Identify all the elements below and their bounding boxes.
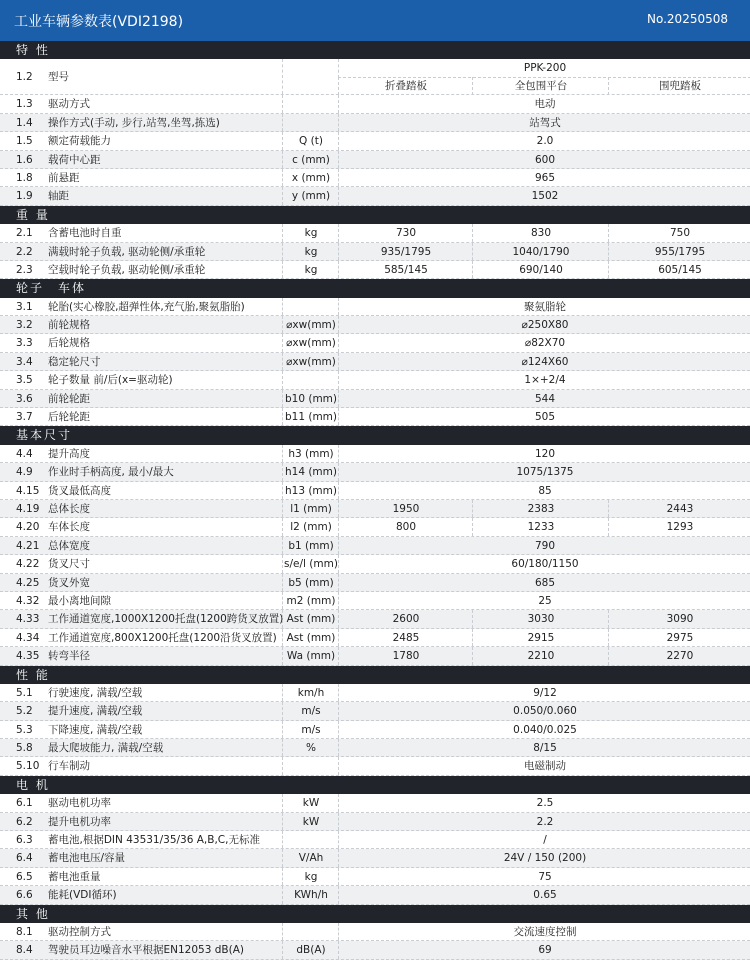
item-number: 3.6	[16, 392, 33, 405]
spec-row	[0, 923, 750, 941]
item-name: 前轮轮距	[48, 392, 90, 405]
spec-row	[0, 169, 750, 187]
item-value: 1×+2/4	[338, 371, 750, 388]
section-header: 其 他	[0, 905, 750, 923]
item-number: 1.9	[16, 190, 33, 203]
item-number: 6.4	[16, 852, 33, 865]
item-number: 4.35	[16, 650, 40, 663]
item-number: 4.4	[16, 447, 33, 460]
item-name: 行驶速度, 满载/空载	[48, 686, 143, 699]
model-variant: 折叠踏板	[338, 77, 473, 95]
item-name: 满载时轮子负载, 驱动轮侧/承重轮	[48, 245, 206, 258]
item-value: 85	[338, 482, 750, 499]
section-header: 电 机	[0, 776, 750, 794]
spec-row	[0, 408, 750, 426]
item-name: 行车制动	[48, 760, 90, 773]
item-unit: kW	[282, 813, 339, 830]
item-unit: kg	[282, 243, 339, 260]
item-unit: Wa (mm)	[282, 647, 339, 664]
item-name: 额定荷载能力	[48, 135, 111, 148]
item-value: 0.65	[338, 886, 750, 903]
spec-row	[0, 721, 750, 739]
spec-row	[0, 261, 750, 279]
spec-row	[0, 187, 750, 205]
document-number: No.20250508	[647, 12, 728, 26]
item-value: /	[338, 831, 750, 848]
item-value: 2270	[608, 647, 750, 664]
item-value: 2443	[608, 500, 750, 517]
item-value: 600	[338, 151, 750, 168]
item-name: 载荷中心距	[48, 153, 101, 166]
item-name: 型号	[48, 71, 69, 84]
item-number: 4.20	[16, 521, 40, 534]
item-name: 提升速度, 满载/空载	[48, 705, 143, 718]
item-name: 前悬距	[48, 171, 80, 184]
spec-row	[0, 555, 750, 573]
item-number: 5.2	[16, 705, 33, 718]
item-unit: km/h	[282, 684, 339, 701]
model-variant: 围兜踏板	[608, 77, 750, 95]
item-value: 800	[338, 518, 473, 535]
item-unit: b1 (mm)	[282, 537, 339, 554]
item-unit: b5 (mm)	[282, 574, 339, 591]
item-unit: m/s	[282, 721, 339, 738]
section-header: 特 性	[0, 41, 750, 59]
spec-row	[0, 243, 750, 261]
item-number: 5.1	[16, 686, 33, 699]
item-value: 965	[338, 169, 750, 186]
item-number: 1.2	[16, 71, 33, 84]
spec-row	[0, 739, 750, 757]
item-name: 总体宽度	[48, 539, 90, 552]
item-value: 0.040/0.025	[338, 721, 750, 738]
section-header: 轮子 车体	[0, 279, 750, 297]
item-value: 9/12	[338, 684, 750, 701]
item-name: 工作通道宽度,1000X1200托盘(1200跨货叉放置)	[48, 613, 284, 626]
item-number: 4.25	[16, 576, 40, 589]
item-value: 25	[338, 592, 750, 609]
item-value: 1502	[338, 187, 750, 204]
item-value: 1780	[338, 647, 473, 664]
spec-row	[0, 114, 750, 132]
item-value: 120	[338, 445, 750, 462]
item-number: 1.5	[16, 135, 33, 148]
item-value: ⌀82X70	[338, 334, 750, 351]
item-number: 6.1	[16, 797, 33, 810]
item-number: 5.8	[16, 742, 33, 755]
item-unit: kg	[282, 224, 339, 241]
item-unit: s/e/l (mm)	[282, 555, 339, 572]
item-unit: kW	[282, 794, 339, 811]
item-unit: kg	[282, 261, 339, 278]
model-row	[0, 59, 750, 95]
item-number: 2.2	[16, 245, 33, 258]
spec-row	[0, 702, 750, 720]
item-unit	[282, 923, 339, 940]
spec-row	[0, 684, 750, 702]
item-value: 750	[608, 224, 750, 241]
item-unit: x (mm)	[282, 169, 339, 186]
item-name: 作业时手柄高度, 最小/最大	[48, 466, 174, 479]
item-unit	[282, 757, 339, 774]
item-unit: b10 (mm)	[282, 390, 339, 407]
spec-row	[0, 592, 750, 610]
item-value: 2.5	[338, 794, 750, 811]
item-unit: m2 (mm)	[282, 592, 339, 609]
spec-row	[0, 831, 750, 849]
item-number: 1.8	[16, 171, 33, 184]
spec-row	[0, 353, 750, 371]
item-value: 505	[338, 408, 750, 425]
item-value: 1040/1790	[472, 243, 609, 260]
item-number: 3.5	[16, 374, 33, 387]
item-value: 2210	[472, 647, 609, 664]
item-value: 3030	[472, 610, 609, 627]
item-name: 总体长度	[48, 502, 90, 515]
item-name: 工作通道宽度,800X1200托盘(1200沿货叉放置)	[48, 631, 277, 644]
item-unit: Ast (mm)	[282, 610, 339, 627]
item-name: 轮子数量 前/后(x=驱动轮)	[48, 374, 173, 387]
item-value: 1075/1375	[338, 463, 750, 480]
title-bar	[0, 0, 750, 41]
item-number: 4.21	[16, 539, 40, 552]
item-unit: ⌀xw(mm)	[282, 316, 339, 333]
spec-row	[0, 610, 750, 628]
spec-row	[0, 151, 750, 169]
spec-row	[0, 445, 750, 463]
spec-row	[0, 574, 750, 592]
item-name: 最小离地间隙	[48, 594, 111, 607]
item-value: 3090	[608, 610, 750, 627]
item-number: 3.1	[16, 300, 33, 313]
item-name: 蓄电池,根据DIN 43531/35/36 A,B,C,无标准	[48, 834, 260, 847]
item-unit: b11 (mm)	[282, 408, 339, 425]
item-value: 1950	[338, 500, 473, 517]
item-value: 790	[338, 537, 750, 554]
item-name: 最大爬坡能力, 满载/空载	[48, 742, 164, 755]
item-number: 8.1	[16, 925, 33, 938]
item-value: 690/140	[472, 261, 609, 278]
item-name: 前轮规格	[48, 319, 90, 332]
item-name: 蓄电池重量	[48, 870, 101, 883]
item-name: 货叉最低高度	[48, 484, 111, 497]
item-number: 4.19	[16, 502, 40, 515]
item-value: 2.0	[338, 132, 750, 149]
item-number: 4.9	[16, 466, 33, 479]
item-value: 935/1795	[338, 243, 473, 260]
item-unit: y (mm)	[282, 187, 339, 204]
item-number: 4.22	[16, 558, 40, 571]
item-value: 1293	[608, 518, 750, 535]
item-name: 下降速度, 满载/空载	[48, 723, 143, 736]
item-number: 3.3	[16, 337, 33, 350]
item-name: 后轮轮距	[48, 411, 90, 424]
spec-row	[0, 132, 750, 150]
item-name: 含蓄电池时自重	[48, 227, 122, 240]
spec-row	[0, 757, 750, 775]
section-header: 性 能	[0, 666, 750, 684]
spec-row	[0, 482, 750, 500]
item-value: 电动	[338, 95, 750, 112]
item-unit	[282, 59, 339, 94]
item-value: 2485	[338, 629, 473, 646]
item-unit: %	[282, 739, 339, 756]
item-value: 830	[472, 224, 609, 241]
item-number: 1.4	[16, 116, 33, 129]
item-number: 4.34	[16, 631, 40, 644]
spec-row	[0, 316, 750, 334]
item-value: 1233	[472, 518, 609, 535]
item-value: 69	[338, 941, 750, 958]
item-value: 站驾式	[338, 114, 750, 131]
spec-row	[0, 941, 750, 959]
spec-row	[0, 298, 750, 316]
item-unit: kg	[282, 868, 339, 885]
item-number: 4.15	[16, 484, 40, 497]
item-value: 24V / 150 (200)	[338, 849, 750, 866]
spec-row	[0, 463, 750, 481]
item-number: 4.33	[16, 613, 40, 626]
item-number: 2.3	[16, 263, 33, 276]
item-value: 685	[338, 574, 750, 591]
item-unit	[282, 298, 339, 315]
item-name: 驾驶员耳边噪音水平根据EN12053 dB(A)	[48, 944, 244, 957]
item-unit: ⌀xw(mm)	[282, 353, 339, 370]
item-value: 60/180/1150	[338, 555, 750, 572]
item-number: 6.6	[16, 889, 33, 902]
item-name: 货叉尺寸	[48, 558, 90, 571]
spec-row	[0, 371, 750, 389]
spec-row	[0, 390, 750, 408]
item-number: 3.7	[16, 411, 33, 424]
spec-row	[0, 537, 750, 555]
item-value: 605/145	[608, 261, 750, 278]
item-value: ⌀250X80	[338, 316, 750, 333]
item-name: 提升电机功率	[48, 815, 111, 828]
spec-row	[0, 500, 750, 518]
spec-row	[0, 224, 750, 242]
section-header: 基本尺寸	[0, 426, 750, 444]
item-number: 3.2	[16, 319, 33, 332]
item-unit: h13 (mm)	[282, 482, 339, 499]
item-number: 6.2	[16, 815, 33, 828]
item-name: 能耗(VDI循环)	[48, 889, 117, 902]
page-title: 工业车辆参数表(VDI2198)	[14, 14, 184, 30]
model-variant: 全包围平台	[472, 77, 609, 95]
spec-row	[0, 95, 750, 113]
item-value: 2383	[472, 500, 609, 517]
item-value: 730	[338, 224, 473, 241]
item-unit: KWh/h	[282, 886, 339, 903]
spec-row	[0, 813, 750, 831]
item-number: 2.1	[16, 227, 33, 240]
item-name: 轴距	[48, 190, 69, 203]
item-name: 驱动方式	[48, 98, 90, 111]
item-name: 后轮规格	[48, 337, 90, 350]
item-number: 6.5	[16, 870, 33, 883]
item-name: 驱动电机功率	[48, 797, 111, 810]
item-value: ⌀124X60	[338, 353, 750, 370]
spec-row	[0, 334, 750, 352]
item-value: 电磁制动	[338, 757, 750, 774]
item-unit: ⌀xw(mm)	[282, 334, 339, 351]
item-unit: m/s	[282, 702, 339, 719]
item-name: 空载时轮子负载, 驱动轮侧/承重轮	[48, 263, 206, 276]
item-unit: dB(A)	[282, 941, 339, 958]
item-number: 1.6	[16, 153, 33, 166]
item-value: 955/1795	[608, 243, 750, 260]
item-name: 轮胎(实心橡胶,超弹性体,充气胎,聚氨脂胎)	[48, 300, 245, 313]
item-unit: h14 (mm)	[282, 463, 339, 480]
item-number: 3.4	[16, 355, 33, 368]
item-number: 5.3	[16, 723, 33, 736]
model-value: PPK-200	[338, 59, 750, 78]
item-name: 驱动控制方式	[48, 925, 111, 938]
item-unit: l2 (mm)	[282, 518, 339, 535]
item-value: 0.050/0.060	[338, 702, 750, 719]
item-number: 6.3	[16, 834, 33, 847]
item-value: 544	[338, 390, 750, 407]
item-number: 1.3	[16, 98, 33, 111]
item-name: 货叉外宽	[48, 576, 90, 589]
item-value: 75	[338, 868, 750, 885]
spec-row	[0, 849, 750, 867]
spec-row	[0, 794, 750, 812]
item-name: 蓄电池电压/容量	[48, 852, 126, 865]
spec-table	[0, 41, 750, 960]
item-name: 提升高度	[48, 447, 90, 460]
spec-row	[0, 868, 750, 886]
item-value: 交流速度控制	[338, 923, 750, 940]
item-name: 稳定轮尺寸	[48, 355, 101, 368]
item-unit	[282, 831, 339, 848]
item-number: 5.10	[16, 760, 40, 773]
item-value: 8/15	[338, 739, 750, 756]
item-number: 4.32	[16, 594, 40, 607]
item-value: 2915	[472, 629, 609, 646]
item-name: 操作方式(手动, 步行,站驾,坐驾,拣选)	[48, 116, 220, 129]
item-value: 2600	[338, 610, 473, 627]
item-unit: V/Ah	[282, 849, 339, 866]
item-unit	[282, 95, 339, 112]
item-number: 8.4	[16, 944, 33, 957]
spec-row	[0, 518, 750, 536]
item-unit: c (mm)	[282, 151, 339, 168]
section-header: 重 量	[0, 206, 750, 224]
item-value: 聚氨脂轮	[338, 298, 750, 315]
item-unit: Ast (mm)	[282, 629, 339, 646]
item-value: 585/145	[338, 261, 473, 278]
item-value: 2.2	[338, 813, 750, 830]
item-unit	[282, 114, 339, 131]
spec-row	[0, 886, 750, 904]
item-unit: h3 (mm)	[282, 445, 339, 462]
spec-row	[0, 647, 750, 665]
item-unit: Q (t)	[282, 132, 339, 149]
item-unit	[282, 371, 339, 388]
item-name: 转弯半径	[48, 650, 90, 663]
item-name: 车体长度	[48, 521, 90, 534]
item-unit: l1 (mm)	[282, 500, 339, 517]
item-value: 2975	[608, 629, 750, 646]
spec-row	[0, 629, 750, 647]
